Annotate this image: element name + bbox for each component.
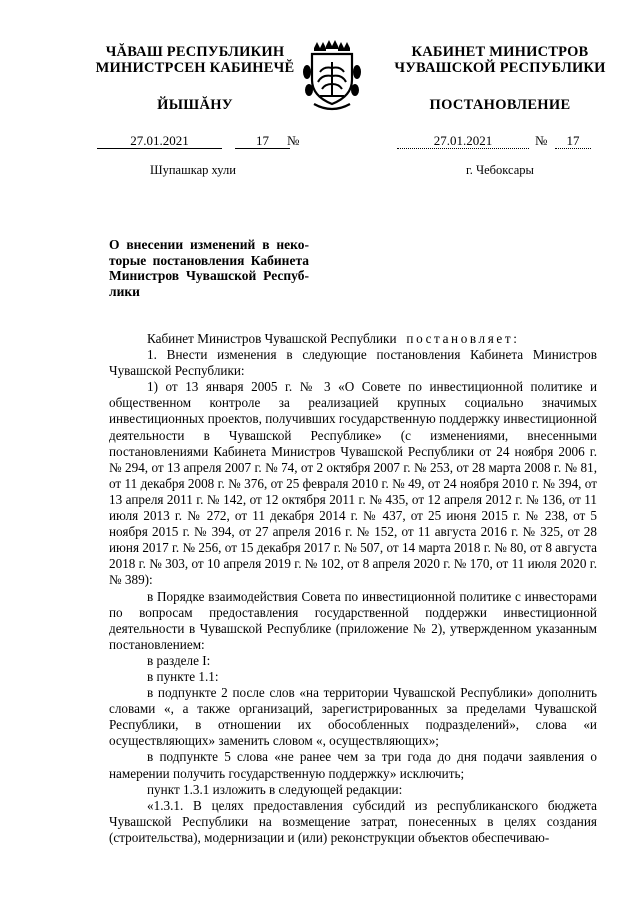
left-date-value: 27.01.2021 <box>130 133 189 148</box>
paragraph-9: «1.3.1. В целях предоставления субсидий из республиканского бюджета Чувашской Республики на возмещение затрат, понесенных в целях создания (строительства), модернизации и (или) реконструкции объектов обеспечиваю- <box>109 797 597 845</box>
left-city: Шупашкар хули <box>150 163 236 177</box>
coat-of-arms-emblem <box>300 38 364 114</box>
header-left-line1: ЧĂВАШ РЕСПУБЛИКИН <box>105 44 285 60</box>
left-date-field <box>97 134 222 149</box>
right-number-value: 17 <box>566 133 580 148</box>
left-number-field <box>235 134 290 149</box>
title-line-1: О внесении изменений в неко- <box>109 237 309 252</box>
right-number-sign: № <box>535 133 548 148</box>
paragraph-2: 1) от 13 января 2005 г. № 3 «О Совете по инвестиционной политике и общественном контроле за реализацией крупных социально значимых инвестиционных проектов, получивших государственную поддержку инвестиционной деятельности в Чувашской Республике» (с изменениями, внесенными постановлениями Кабинета Министров Чувашской Республики от 24 ноября 2006 г. № 294, от 13 апреля 2007 г. № 74, от 2 октября 2007 г. № 253, от 28 марта 2008 г. № 81, от 11 декабря 2008 г. № 376, от 25 февраля 2010 г. № 49, от 24 ноября 2010 г. № 394, от 13 апреля 2011 г. № 142, от 12 октября 2011 г. № 435, от 12 апреля 2012 г. № 136, от 11 июля 2013 г. № 272, от 11 декабря 2014 г. № 437, от 25 июня 2015 г. № 238, от 5 ноября 2015 г. № 394, от 27 апреля 2016 г. № 152, от 11 августа 2016 г. № 325, от 28 июня 2017 г. № 256, от 15 декабря 2017 г. № 507, от 14 марта 2018 г. № 80, от 8 августа 2018 г. № 303, от 10 апреля 2019 г. № 102, от 8 апреля 2020 г. № 170, от 11 июля 2020 г. № 389): <box>109 379 597 588</box>
paragraph-6: в подпункте 2 после слов «на территории Чувашской Республики» дополнить словами «, а также организаций, зарегистрированных за пределами Чувашской Республики, в отношении их обособленных подразделений», слова «и осуществляющих» заменить словом «, осуществляющих»; <box>109 685 597 749</box>
right-date-field <box>397 134 529 149</box>
paragraph-7: в подпункте 5 слова «не ранее чем за три года до дня подачи заявления о намерении получить государственную поддержку» исключить; <box>109 749 597 781</box>
right-date-value: 27.01.2021 <box>433 133 493 148</box>
header-left-doc-type: ЙЫШĂНУ <box>157 97 233 113</box>
left-number-value: 17 <box>256 133 269 148</box>
title-line-4: лики <box>109 283 140 299</box>
right-number-field <box>555 134 591 149</box>
right-date-number-line <box>397 134 597 150</box>
left-date-number-line <box>97 134 307 150</box>
header-right-line1: КАБИНЕТ МИНИСТРОВ <box>411 44 589 60</box>
header-left-org <box>90 44 300 76</box>
header-right-doc-type: ПОСТАНОВЛЕНИЕ <box>429 97 571 113</box>
paragraph-5: в пункте 1.1: <box>147 668 219 684</box>
header-right-org <box>390 44 610 76</box>
paragraph-1: 1. Внести изменения в следующие постановления Кабинета Министров Чувашской Республики: <box>109 347 597 379</box>
paragraph-8: пункт 1.3.1 изложить в следующей редакции: <box>147 781 403 797</box>
intro-verb: постановляет: <box>406 331 520 346</box>
intro-paragraph <box>109 331 597 347</box>
document-title <box>109 237 309 299</box>
right-city: г. Чебоксары <box>466 163 534 177</box>
document-body <box>109 331 597 846</box>
paragraph-4: в разделе I: <box>147 652 211 668</box>
paragraph-3: в Порядке взаимодействия Совета по инвестиционной политике с инвесторами по вопросам предоставления государственной поддержки инвестиционной деятельности в Чувашской Республике (приложение № 2), утвержденном указанным постановлением: <box>109 588 597 652</box>
header-left-line2: МИНИСТРСЕН КАБИНЕЧĔ <box>95 60 295 76</box>
intro-subject: Кабинет Министров Чувашской Республики <box>147 331 397 346</box>
header-right-line2: ЧУВАШСКОЙ РЕСПУБЛИКИ <box>394 60 606 76</box>
left-number-sign: № <box>287 133 300 148</box>
title-line-2: торые постановления Кабинета <box>109 252 309 268</box>
title-line-3: Министров Чувашской Респуб- <box>109 268 309 284</box>
